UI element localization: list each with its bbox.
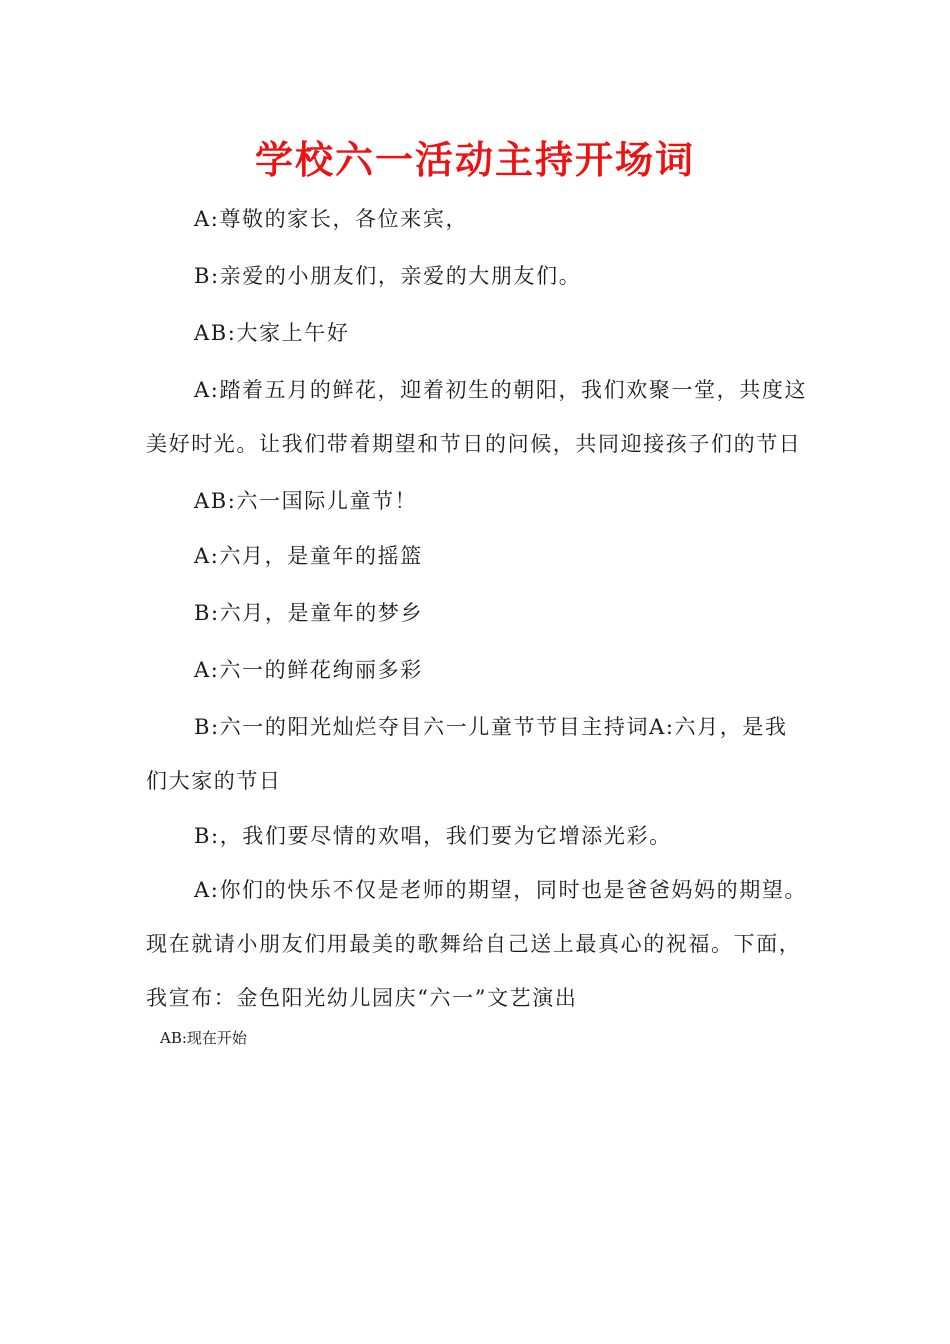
document-title: 学校六一活动主持开场词	[254, 137, 695, 182]
paragraph-9: B:六一的阳光灿烂夺目六一儿童节节目主持词A:六月，是我们大家的节日	[146, 715, 788, 793]
paragraph-6: A:六月，是童年的摇篮	[194, 544, 423, 568]
paragraph-3: AB:大家上午好	[194, 321, 350, 345]
closing-line: AB:现在开始	[160, 1029, 247, 1047]
paragraph-7: B:六月，是童年的梦乡	[194, 601, 424, 625]
paragraph-1: A:尊敬的家长，各位来宾，	[194, 207, 469, 231]
paragraph-11: A:你们的快乐不仅是老师的期望，同时也是爸爸妈妈的期望。现在就请小朋友们用最美的歌舞给自己送上最真心的祝福。下面，我宣布：金色阳光幼儿园庆“六一”文艺演出	[146, 878, 808, 1010]
paragraph-10: B:，我们要尽情的欢唱，我们要为它增添光彩。	[194, 824, 672, 848]
paragraph-4: A:踏着五月的鲜花，迎着初生的朝阳，我们欢聚一堂，共度这美好时光。让我们带着期望和节日的问候，共同迎接孩子们的节日	[146, 378, 808, 456]
paragraph-5: AB:六一国际儿童节！	[194, 489, 418, 513]
paragraph-8: A:六一的鲜花绚丽多彩	[194, 658, 423, 682]
paragraph-2: B:亲爱的小朋友们，亲爱的大朋友们。	[194, 264, 582, 288]
